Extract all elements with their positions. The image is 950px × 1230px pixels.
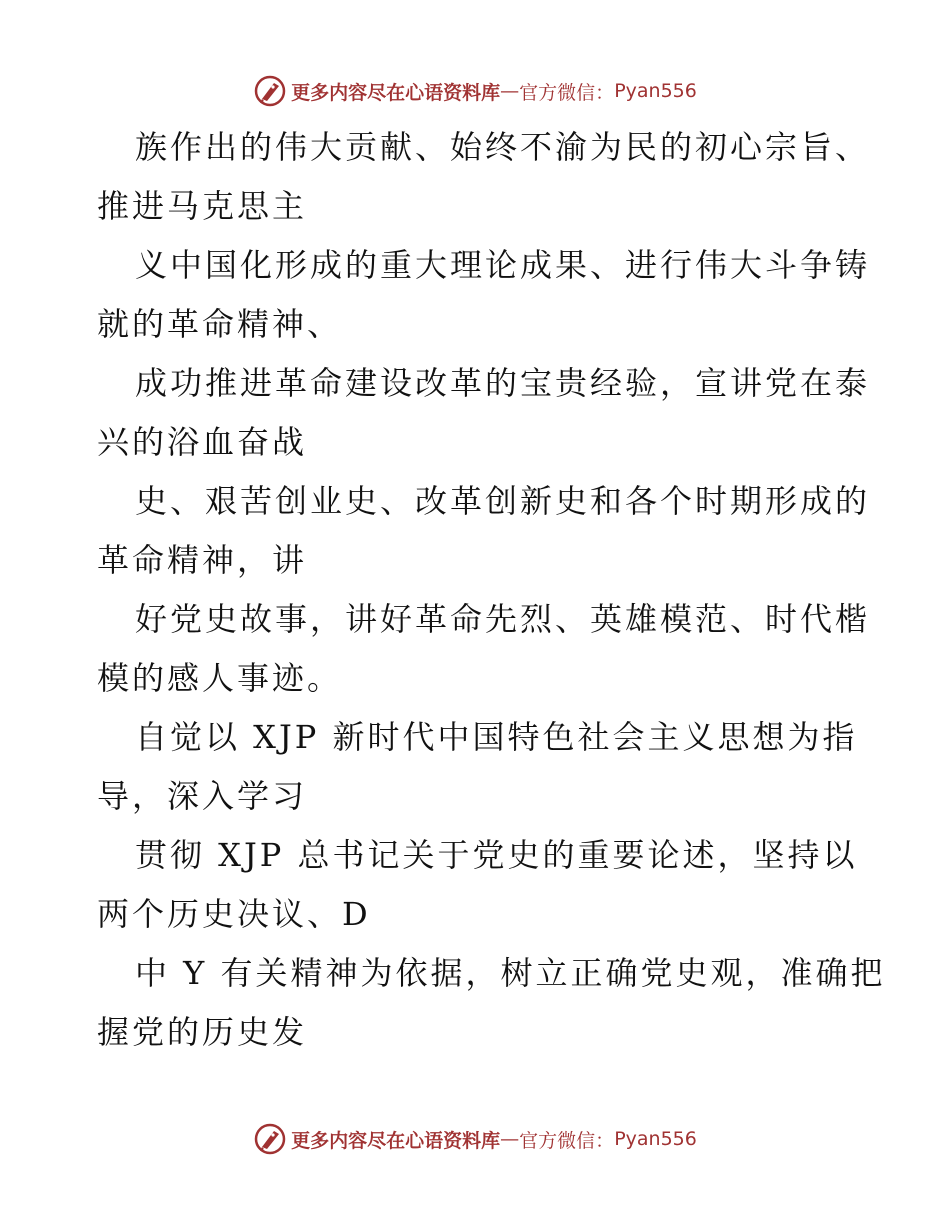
paragraph <box>97 236 871 354</box>
paragraph-line: 史、艰苦创业史、改革创新史和各个时期形成的 <box>135 482 871 520</box>
footer-watermark <box>0 1119 950 1159</box>
paragraph-line: 中 Y 有关精神为依据，树立正确党史观，准确把 <box>135 954 886 992</box>
paragraph <box>97 118 871 236</box>
watermark-wechat-id: Pyan556 <box>614 80 697 102</box>
watermark-brand: 更多内容尽在心语资料库 <box>291 81 501 104</box>
paragraph <box>97 472 871 590</box>
pen-nib-logo-icon <box>253 1122 287 1156</box>
paragraph-line: 模的感人事迹。 <box>97 659 343 697</box>
paragraph-line: 兴的浴血奋战 <box>97 423 308 461</box>
header-watermark <box>0 71 950 111</box>
paragraph-line: 成功推进革命建设改革的宝贵经验，宣讲党在泰 <box>135 364 871 402</box>
paragraph <box>97 944 886 1062</box>
paragraph-line: 贯彻 XJP 总书记关于党史的重要论述，坚持以 <box>135 836 858 874</box>
paragraph <box>97 590 871 708</box>
paragraph <box>97 826 857 944</box>
pen-nib-logo-icon <box>253 74 287 108</box>
watermark-wechat-id: Pyan556 <box>614 1128 697 1150</box>
paragraph <box>97 708 857 826</box>
watermark-dash: — <box>500 1128 520 1150</box>
watermark-dash: — <box>500 80 520 102</box>
paragraph-line: 推进马克思主 <box>97 187 308 225</box>
paragraph-line: 革命精神，讲 <box>97 541 308 579</box>
paragraph-line: 族作出的伟大贡献、始终不渝为民的初心宗旨、 <box>135 128 871 166</box>
watermark-wechat-label: 官方微信： <box>519 1129 615 1152</box>
paragraph-line: 就的革命精神、 <box>97 305 343 343</box>
paragraph-line: 两个历史决议、D <box>97 895 371 933</box>
paragraph <box>97 354 871 472</box>
document-body <box>97 118 886 1062</box>
watermark-brand: 更多内容尽在心语资料库 <box>291 1129 501 1152</box>
paragraph-line: 义中国化形成的重大理论成果、进行伟大斗争铸 <box>135 246 871 284</box>
watermark-wechat-label: 官方微信： <box>519 81 615 104</box>
paragraph-line: 握党的历史发 <box>97 1013 308 1051</box>
paragraph-line: 好党史故事，讲好革命先烈、英雄模范、时代楷 <box>135 600 871 638</box>
paragraph-line: 导，深入学习 <box>97 777 308 815</box>
paragraph-line: 自觉以 XJP 新时代中国特色社会主义思想为指 <box>135 718 858 756</box>
